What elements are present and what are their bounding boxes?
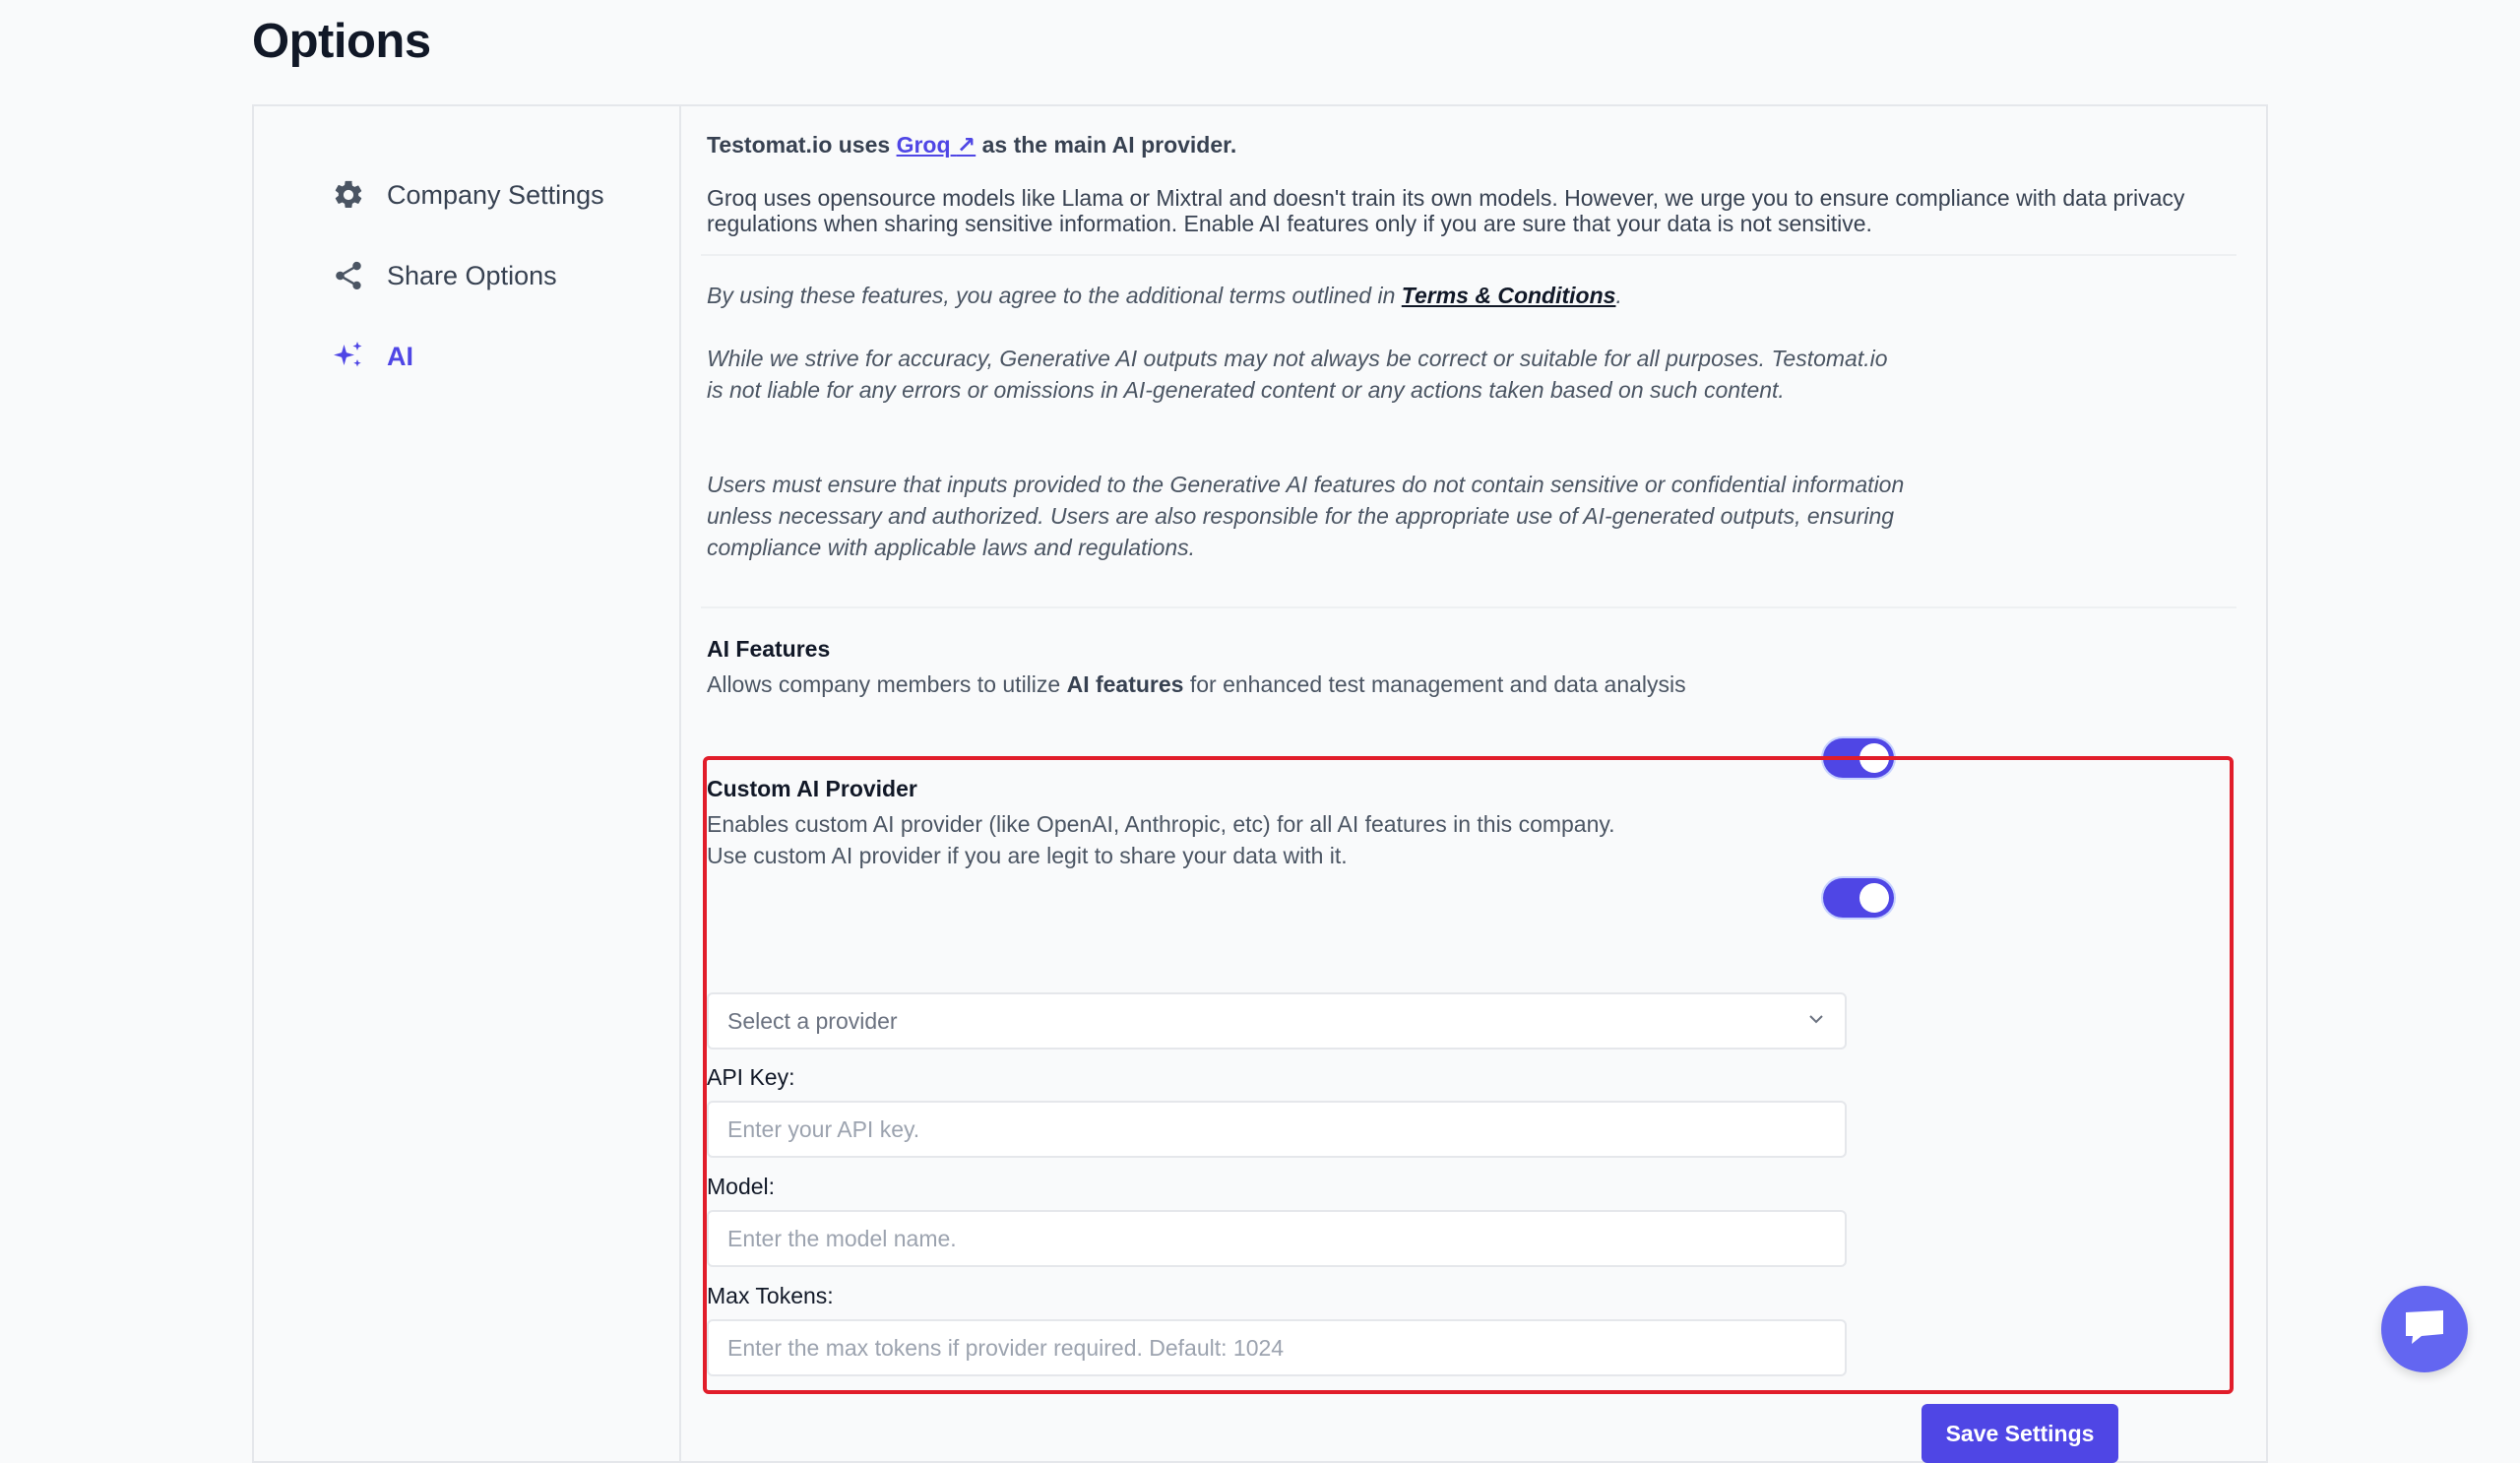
ai-features-description bbox=[707, 668, 1686, 700]
terms-notice bbox=[707, 280, 1908, 311]
gear-icon bbox=[331, 177, 366, 213]
groq-link-label: Groq bbox=[896, 132, 951, 158]
max-tokens-label: Max Tokens: bbox=[707, 1283, 834, 1308]
terms-link[interactable]: Terms & Conditions bbox=[1401, 283, 1616, 308]
api-key-input[interactable] bbox=[707, 1101, 1847, 1158]
divider bbox=[701, 254, 2236, 256]
model-input[interactable] bbox=[707, 1210, 1847, 1267]
ai-features-title: AI Features bbox=[707, 636, 831, 662]
options-card bbox=[252, 104, 2268, 1463]
chat-icon bbox=[2402, 1306, 2447, 1353]
user-responsibility-disclaimer: Users must ensure that inputs provided to the Generative AI features do not contain sensitive or confidential information unless necessary and authorized. Users are also responsible for the appropriate use of AI-generated outputs, ensuring compliance with applicable laws and regulations. bbox=[707, 472, 1905, 560]
options-sidebar bbox=[254, 106, 681, 1461]
ai-features-section bbox=[707, 636, 1686, 700]
chevron-down-icon bbox=[1806, 1008, 1826, 1035]
provider-prefix: Testomat.io uses bbox=[707, 132, 891, 158]
sidebar-item-label: Share Options bbox=[387, 260, 557, 290]
terms-suffix: . bbox=[1615, 283, 1622, 308]
ai-features-desc-prefix: Allows company members to utilize bbox=[707, 671, 1061, 697]
sidebar-item-company-settings[interactable] bbox=[331, 175, 604, 215]
custom-provider-header bbox=[707, 776, 1615, 871]
ai-settings-panel bbox=[681, 106, 2266, 1461]
custom-provider-desc-line2: Use custom AI provider if you are legit to share your data with it. bbox=[707, 843, 1348, 868]
provider-suffix: as the main AI provider. bbox=[981, 132, 1237, 158]
model-label: Model: bbox=[707, 1174, 776, 1199]
sidebar-item-label: Company Settings bbox=[387, 179, 604, 210]
chat-button[interactable] bbox=[2381, 1286, 2468, 1372]
api-key-label: API Key: bbox=[707, 1064, 795, 1090]
sidebar-item-ai[interactable] bbox=[331, 337, 413, 376]
provider-description: Groq uses opensource models like Llama or Mixtral and doesn't train its own models. However, we urge you to ensure compliance with data privacy regulations when sharing sensitive information. Enable AI features only if you are sure that your data is not sensitive. bbox=[707, 185, 2185, 236]
divider bbox=[701, 606, 2236, 608]
ai-features-desc-bold: AI features bbox=[1066, 671, 1184, 697]
toggle-knob bbox=[1859, 883, 1889, 913]
custom-provider-title: Custom AI Provider bbox=[707, 776, 917, 801]
custom-provider-toggle[interactable] bbox=[1823, 878, 1894, 918]
groq-link[interactable] bbox=[897, 132, 976, 158]
custom-provider-desc-line1: Enables custom AI provider (like OpenAI, Anthropic, etc) for all AI features in this company. bbox=[707, 811, 1615, 837]
ai-features-desc-suffix: for enhanced test management and data analysis bbox=[1189, 671, 1686, 697]
external-link-icon: ↗ bbox=[956, 132, 976, 158]
provider-heading bbox=[707, 132, 1236, 158]
sidebar-item-label: AI bbox=[387, 341, 413, 371]
max-tokens-input[interactable] bbox=[707, 1319, 1847, 1376]
sparkles-icon bbox=[331, 339, 366, 374]
provider-select-placeholder: Select a provider bbox=[727, 1007, 898, 1034]
provider-select[interactable] bbox=[707, 992, 1847, 1050]
save-settings-button[interactable]: Save Settings bbox=[1922, 1404, 2118, 1463]
accuracy-disclaimer: While we strive for accuracy, Generative AI outputs may not always be correct or suitable for all purposes. Testomat.io is not liable for any errors or omissions in AI-generated content or any actions taken based on such content. bbox=[707, 346, 1888, 403]
sidebar-item-share-options[interactable] bbox=[331, 256, 557, 295]
terms-prefix: By using these features, you agree to the additional terms outlined in bbox=[707, 283, 1396, 308]
page-title: Options bbox=[252, 15, 431, 68]
share-icon bbox=[331, 258, 366, 293]
